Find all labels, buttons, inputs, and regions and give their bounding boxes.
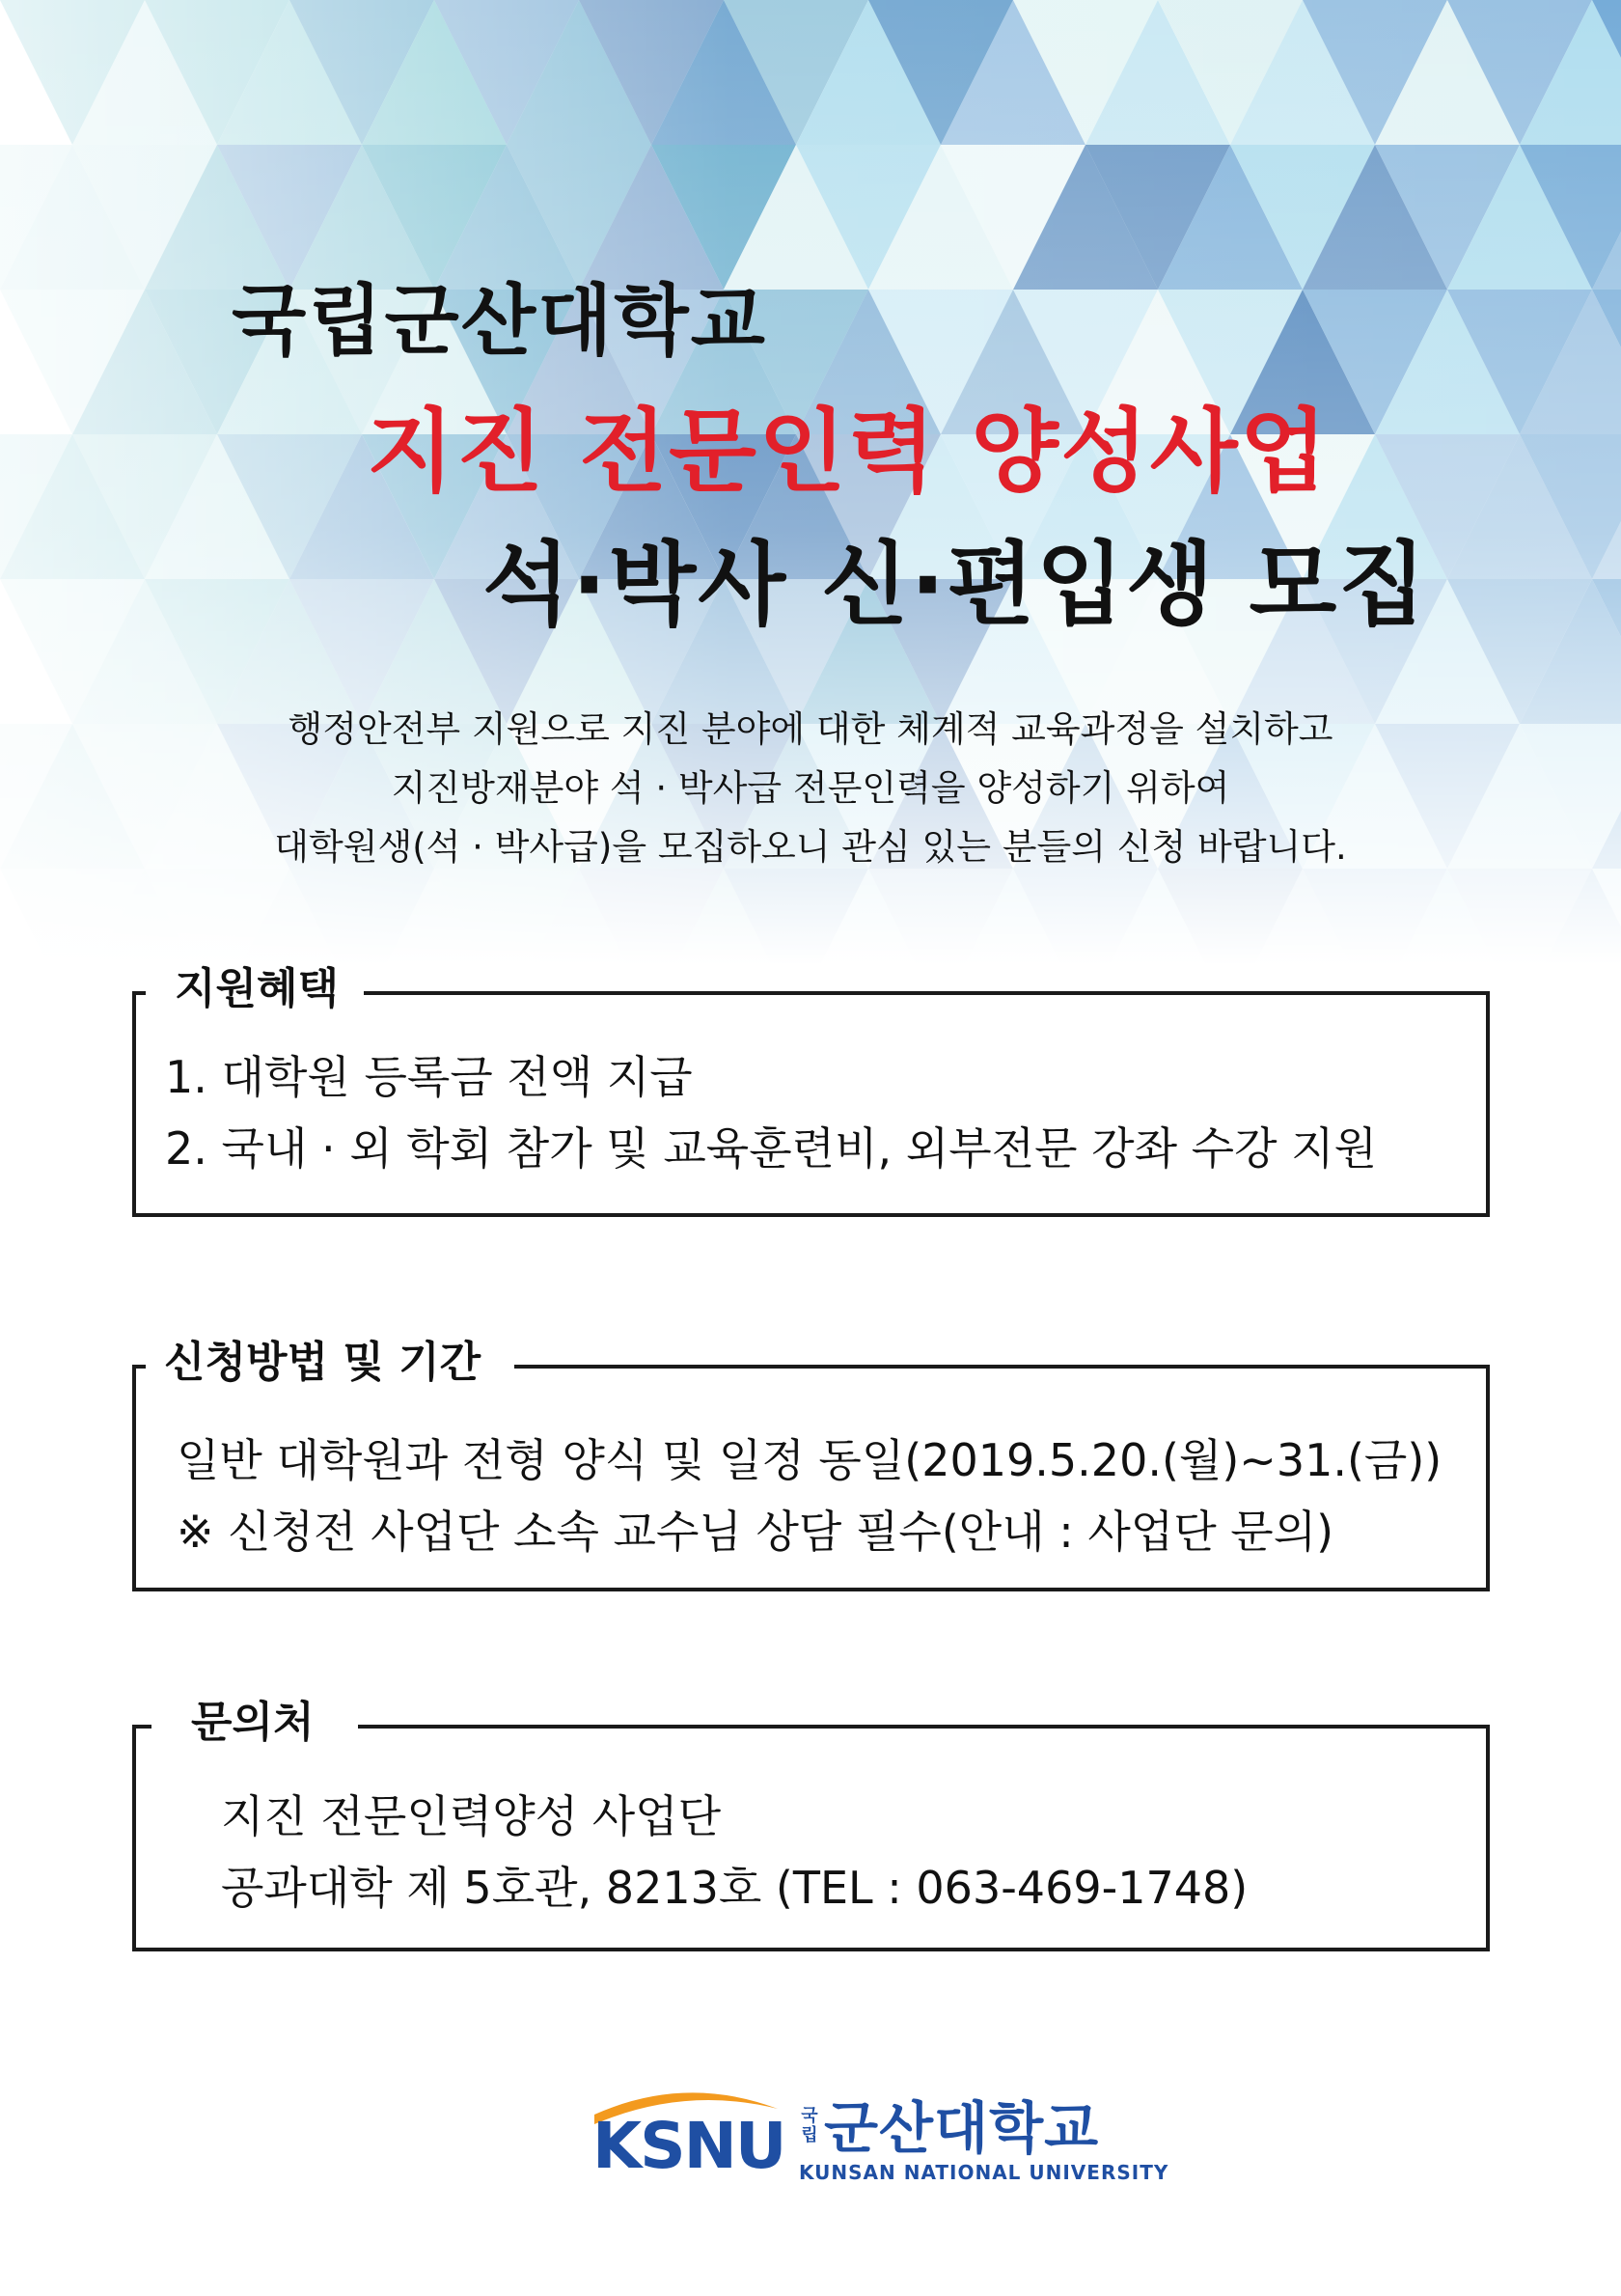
benefit-item: 1. 대학원 등록금 전액 지급 <box>165 1051 693 1103</box>
intro-line: 지진방재분야 석 · 박사급 전문인력을 양성하기 위하여 <box>391 767 1230 809</box>
contact-line: 공과대학 제 5호관, 8213호 (TEL : 063-469-1748) <box>221 1862 1249 1914</box>
project-title: 지진 전문인력 양성사업 <box>367 400 1330 505</box>
application-heading: 신청방법 및 기간 <box>164 1338 481 1387</box>
logo-korean-name: 군산대학교 <box>824 2095 1100 2161</box>
contact-section <box>132 1698 1490 1951</box>
benefits-section <box>132 964 1490 1217</box>
intro-line: 행정안전부 지원으로 지진 분야에 대한 체계적 교육과정을 설치하고 <box>288 708 1333 750</box>
intro-text <box>0 700 1621 876</box>
application-line: 일반 대학원과 전형 양식 및 일정 동일(2019.5.20.(월)~31.(금)) <box>177 1434 1442 1486</box>
logo-abbr: KSNU <box>592 2109 785 2183</box>
contact-body <box>221 1781 1248 1923</box>
application-section <box>132 1338 1490 1591</box>
intro-line: 대학원생(석 · 박사급)을 모집하오니 관심 있는 분들의 신청 바랍니다. <box>274 826 1347 868</box>
application-body <box>177 1425 1442 1567</box>
application-line: ※ 신청전 사업단 소속 교수님 상담 필수(안내 : 사업단 문의) <box>177 1506 1334 1558</box>
logo-english-name: KUNSAN NATIONAL UNIVERSITY <box>799 2161 1169 2184</box>
university-title: 국립군산대학교 <box>232 276 767 366</box>
benefits-heading: 지원혜택 <box>175 964 340 1013</box>
recruitment-title: 석·박사 신·편입생 모집 <box>482 533 1429 638</box>
benefit-item: 2. 국내 · 외 학회 참가 및 교육훈련비, 외부전문 강좌 수강 지원 <box>165 1122 1378 1175</box>
benefits-body <box>165 1041 1377 1184</box>
logo-prefix: 국립 <box>801 2106 818 2145</box>
ksnu-logo <box>589 2080 1169 2186</box>
contact-heading: 문의처 <box>191 1698 315 1747</box>
contact-line: 지진 전문인력양성 사업단 <box>221 1790 722 1842</box>
